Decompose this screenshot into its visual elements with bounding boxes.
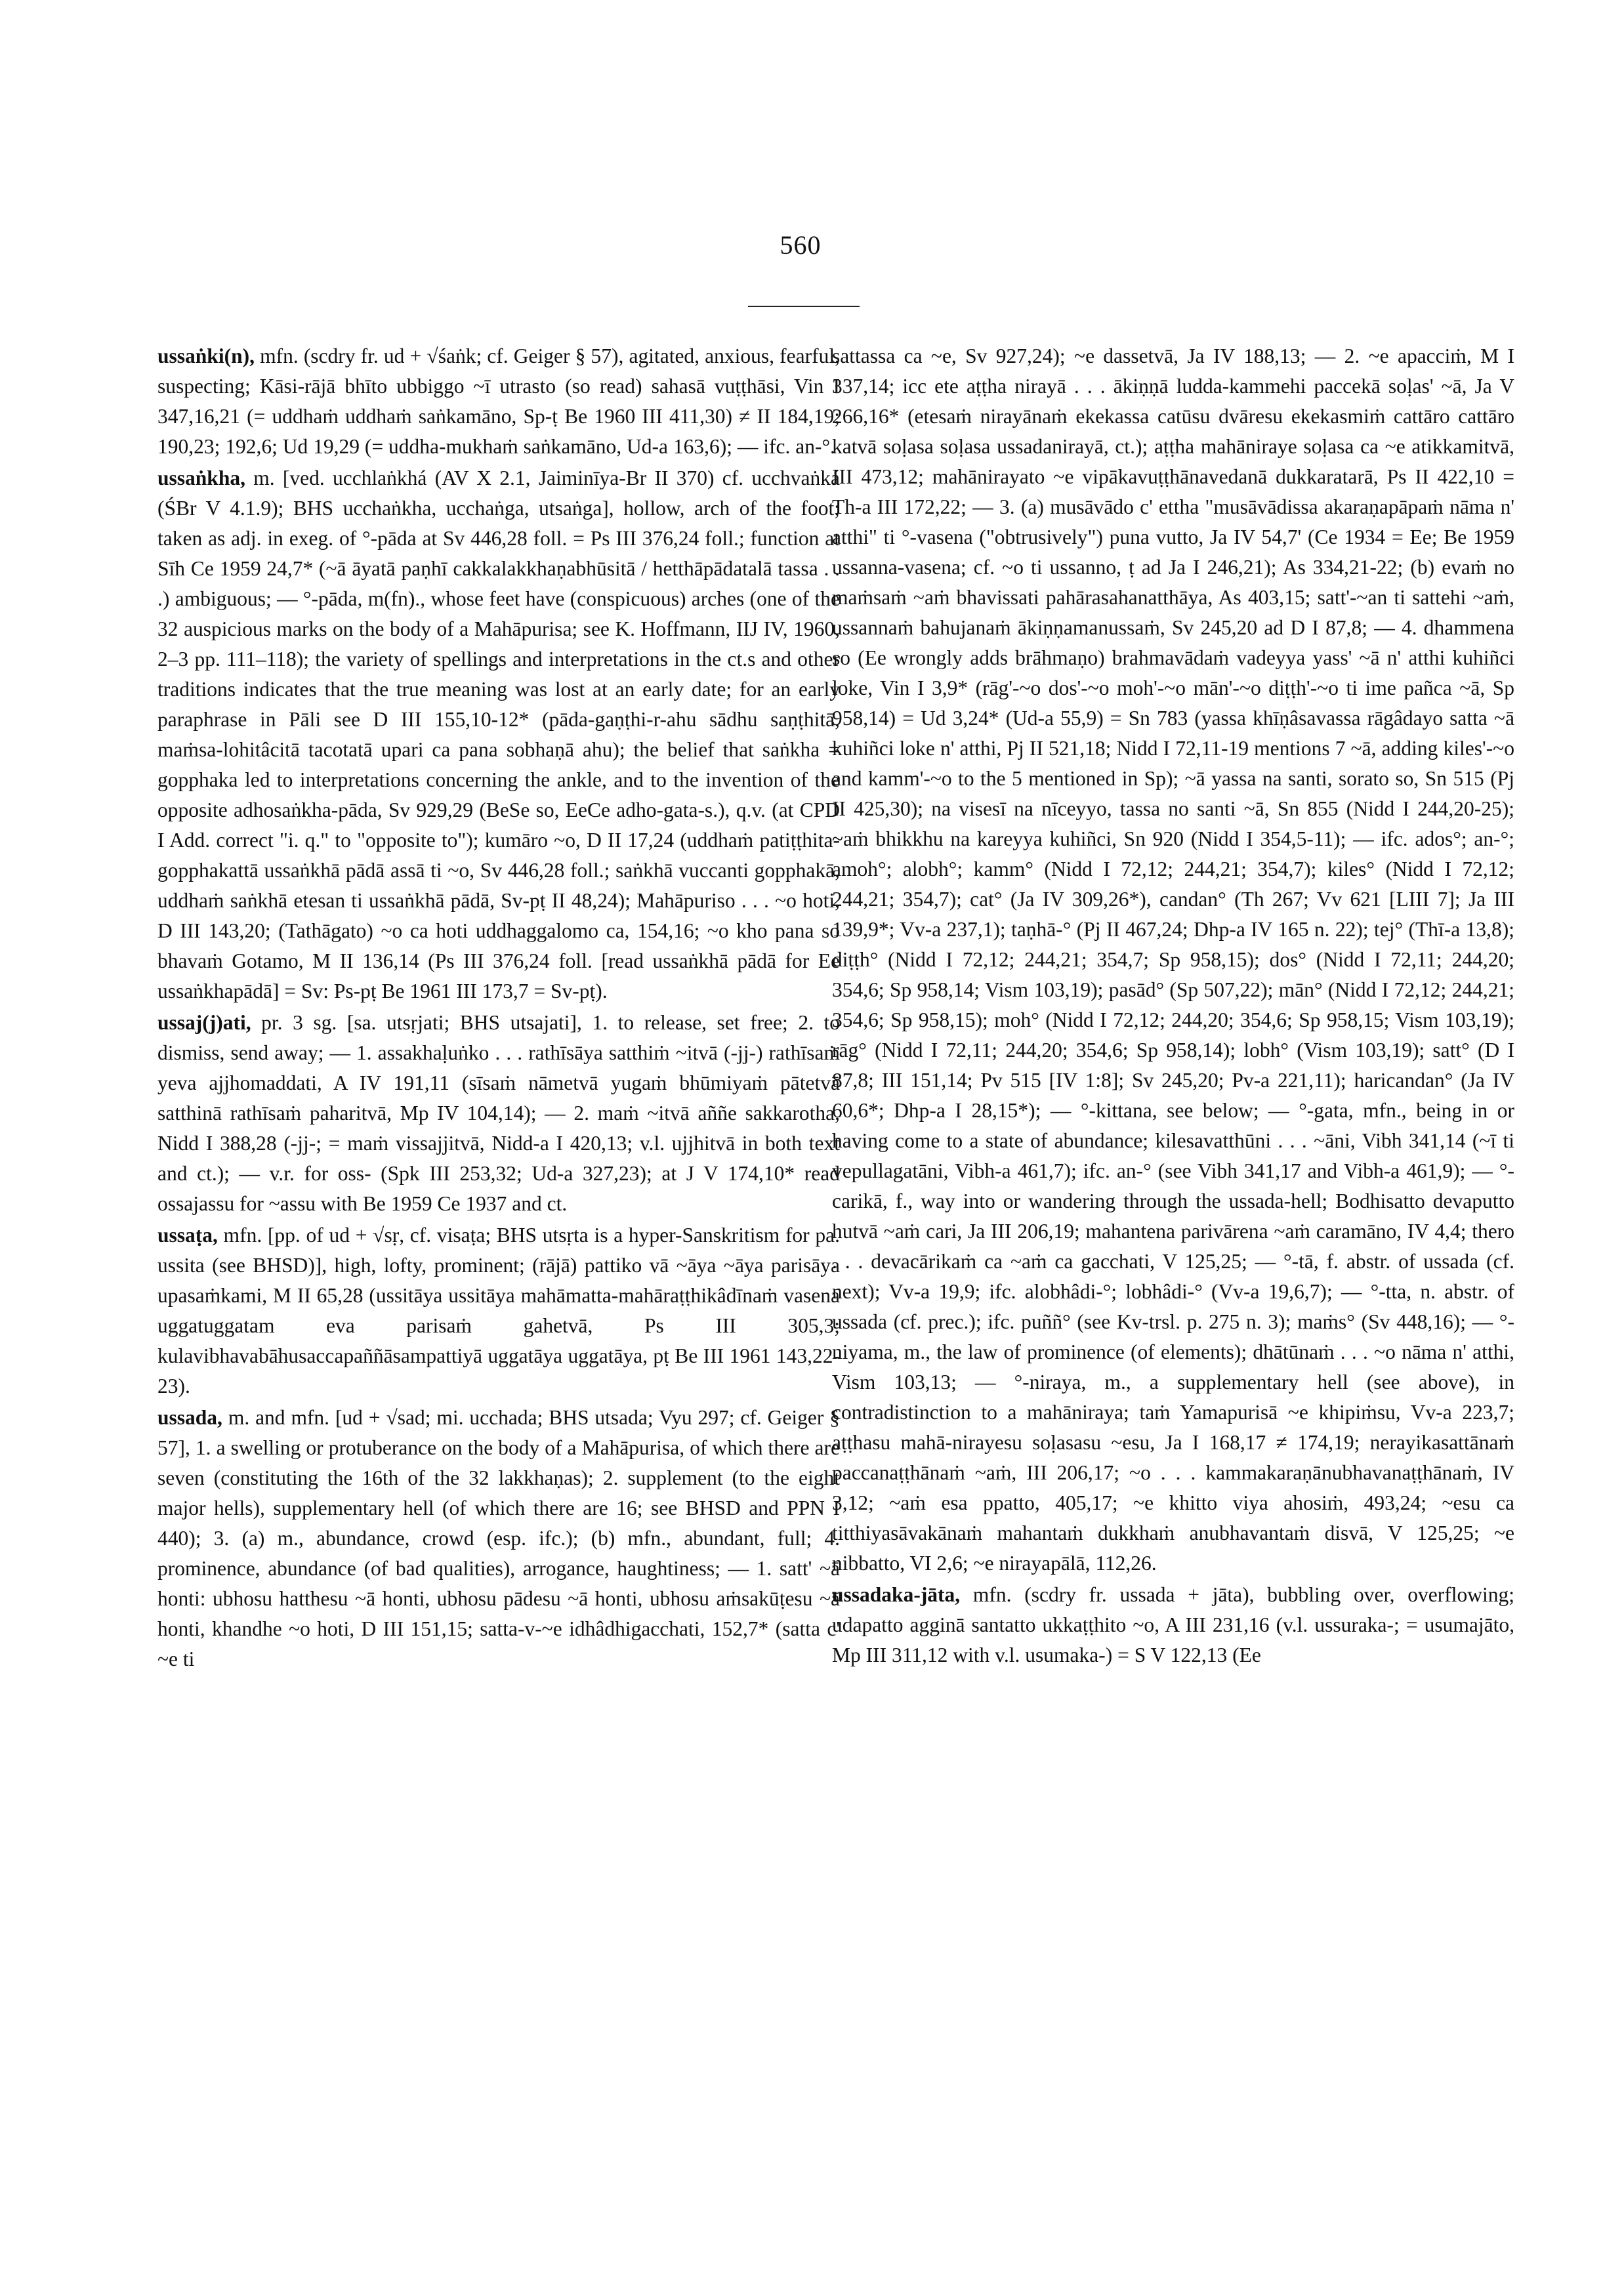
entry-body: mfn. [pp. of ud + √sṛ, cf. visaṭa; BHS utsṛta is a hyper-Sanskritism for pa. ussita (see BHSD)], high, lofty, prominent; (rājā) pattiko vā ~āya ~āya parisāya upasaṁkami, M II 65,28 (ussitāya ussitāya mahāmatta-mahāraṭṭhikâdīnaṁ vasena uggatuggatam eva parisaṁ gahetvā, Ps III 305,3; kulavibhavabāhusaccapaññāsampattiyā uggatāya uggatāya, pṭ Be III 1961 143,22-23). xyxy=(157,1224,840,1397)
entry-headword: ussaṅki(n), xyxy=(157,344,255,367)
dictionary-entry xyxy=(832,1580,1514,1670)
dictionary-entry-continued xyxy=(832,341,1514,1579)
entry-headword: ussaj(j)ati, xyxy=(157,1011,251,1034)
entry-body: m. and mfn. [ud + √sad; mi. ucchada; BHS utsada; Vyu 297; cf. Geiger § 57], 1. a swelling or protuberance on the body of a Mahāpurisa, of which there are seven (constituting the 16th of the 32 lakkhaṇas); 2. supplement (to the eight major hells), supplementary hell (of which there are 16; see BHSD and PPN I 440); 3. (a) m., abundance, crowd (esp. ifc.); (b) mfn., abundant, full; 4. prominence, abundance (of bad qualities), arrogance, haughtiness; — 1. satt' ~ā honti: ubhosu hatthesu ~ā honti, ubhosu pādesu ~ā honti, ubhosu aṁsakūṭesu ~ā honti, khandhe ~o hoti, D III 151,15; satta-v-~e idhâdhigacchati, 152,7* (satta c' ~e ti xyxy=(157,1406,840,1670)
page-number-rule xyxy=(748,306,860,307)
entry-headword: ussadaka-jāta, xyxy=(832,1583,961,1606)
entry-body: mfn. (scdry fr. ud + √śaṅk; cf. Geiger § 57), agitated, anxious, fearful, suspecting; Kāsi-rājā bhīto ubbiggo ~ī utrasto (so read) sahasā vuṭṭhāsi, Vin I 347,16,21 (= uddhaṁ uddhaṁ saṅkamāno, Sp-ṭ Be 1960 III 411,30) ≠ II 184,19; 190,23; 192,6; Ud 19,29 (= uddha-mukhaṁ saṅkamāno, Ud-a 163,6); — ifc. an-°. xyxy=(157,344,840,458)
right-column xyxy=(832,341,1514,1670)
entry-body: mfn. (scdry fr. ussada + jāta), bubbling over, overflowing; udapatto agginā santatto ukkaṭṭhito ~o, A III 231,16 (v.l. ussuraka-; = usumajāto, Mp III 311,12 with v.l. usumaka-) = S V 122,13 (Ee xyxy=(832,1583,1514,1666)
entry-body: sattassa ca ~e, Sv 927,24); ~e dassetvā, Ja IV 188,13; — 2. ~e apacciṁ, M I 337,14; icc ete aṭṭha nirayā . . . ākiṇṇā ludda-kammehi paccekā soḷas' ~ā, Ja V 266,16* (etesaṁ nirayānaṁ ekekassa catūsu dvāresu ekekasmiṁ cattāro cattāro katvā soḷasa soḷasa ussadanirayā, ct.); aṭṭha mahānirayе soḷasa ca ~e atikkamitvā, III 473,12; mahānirayato ~e vipākavuṭṭhānavedanā dukkaratarā, Ps II 422,10 = Th-a III 172,22; — 3. (a) musāvādo c' ettha "musāvādissa akaraṇapāpaṁ nāma n' atthi" ti °-vasena ("obtrusively") puna vutto, Ja IV 54,7' (Ce 1934 = Ee; Be 1959 ussanna-vasena; cf. ~o ti ussanno, ṭ ad Ja I 246,21); As 334,21-22; (b) evaṁ no maṁsaṁ ~aṁ bhavissati pahārasahanatthāya, As 403,15; satt'-~an ti sattehi ~aṁ, ussannaṁ bahujanaṁ ākiṇṇamanussaṁ, Sv 245,20 ad D I 87,8; — 4. dhammena so (Ee wrongly adds brāhmaṇo) brahmavādaṁ vadeyya yass' ~ā n' atthi kuhiñci loke, Vin I 3,9* (rāg'-~o dos'-~o moh'-~o mān'-~o diṭṭh'-~o ti ime pañca ~ā, Sp 958,14) = Ud 3,24* (Ud-a 55,9) = Sn 783 (yassa khīṇâsavassa rāgâdayo satta ~ā kuhiñci loke n' atthi, Pj II 521,18; Nidd I 72,11-19 mentions 7 ~ā, adding kiles'-~o and kamm'-~o to the 5 mentioned in Sp); ~ā yassa na santi, sorato so, Sn 515 (Pj II 425,30); na visesī na nīceyyo, tassa no santi ~ā, Sn 855 (Nidd I 244,20-25); ~aṁ bhikkhu na kareyya kuhiñci, Sn 920 (Nidd I 354,5-11); — ifc. ados°; an-°; amoh°; alobh°; kamm° (Nidd I 72,12; 244,21; 354,7); kiles° (Nidd I 72,12; 244,21; 354,7); cat° (Ja IV 309,26*), candan° (Th 267; Vv 621 [LIII 7]; Ja III 139,9*; Vv-a 237,1); taṇhā-° (Pj II 467,24; Dhp-a IV 165 n. 22); tej° (Thī-a 13,8); diṭṭh° (Nidd I 72,12; 244,21; 354,7; Sp 958,15); dos° (Nidd I 72,11; 244,20; 354,6; Sp 958,14; Vism 103,19); pasād° (Sp 507,22); mān° (Nidd I 72,12; 244,21; 354,6; Sp 958,15); moh° (Nidd I 72,12; 244,20; 354,6; Sp 958,15; Vism 103,19); rāg° (Nidd I 72,11; 244,20; 354,6; Sp 958,14); lobh° (Vism 103,19); satt° (D I 87,8; III 151,14; Pv 515 [IV 1:8]; Sv 245,20; Pv-a 221,11); haricandan° (Ja IV 60,6*; Dhp-a I 28,15*); — °-kittana, see below; — °-gata, mfn., being in or having come to a state of abundance; kilesavatthūni . . . ~āni, Vibh 341,14 (~ī ti vepullagatāni, Vibh-a 461,7); ifc. an-° (see Vibh 341,17 and Vibh-a 461,9); — °-carikā, f., way into or wandering through the ussada-hell; Bodhisatto devaputto hutvā ~aṁ cari, Ja III 206,19; mahantena parivārena ~aṁ caramāno, IV 4,4; thero . . . devacārikaṁ ca ~aṁ ca gacchati, V 125,25; — °-tā, f. abstr. of ussada (cf. next); Vv-a 19,9; ifc. alobhâdi-°; lobhâdi-° (Vv-a 19,6,7); — °-tta, n. abstr. of ussada (cf. prec.); ifc. puññ° (see Kv-trsl. p. 275 n. 3); maṁs° (Sv 448,16); — °-niyama, m., the law of prominence (of elements); dhātūnaṁ . . . ~o nāma n' atthi, Vism 103,13; — °-niraya, m., a supplementary hell (see above), in contradistinction to a mahāniraya; taṁ Yamapurisā ~e khipiṁsu, Vv-a 223,7; aṭṭhasu mahā-nirayesu soḷasasu ~esu, Ja I 168,17 ≠ 174,19; nerayikasattānaṁ paccanaṭṭhānaṁ ~aṁ, III 206,17; ~o . . . kammakaraṇānubhavanaṭṭhānaṁ, IV 3,12; ~aṁ esa ppatto, 405,17; ~e khitto viya ahosiṁ, 493,24; ~esu ca titthiyasāvakānaṁ mahantaṁ dukkhaṁ anubhavantaṁ disvā, V 125,25; ~e nibbatto, VI 2,6; ~e nirayapālā, 112,26. xyxy=(832,344,1514,1575)
dictionary-entry xyxy=(157,341,840,462)
entry-headword: ussada, xyxy=(157,1406,222,1429)
dictionary-entry xyxy=(157,1220,840,1401)
entry-headword: ussaṭa, xyxy=(157,1224,218,1247)
dictionary-entry xyxy=(157,463,840,1006)
entry-headword: ussaṅkha, xyxy=(157,466,245,489)
entry-body: pr. 3 sg. [sa. utsṛjati; BHS utsajati], 1. to release, set free; 2. to dismiss, send away; — 1. assakhaḷuṅko . . . rathīsāya satthiṁ ~itvā (-jj-) rathīsaṁ yeva ajjhomaddati, A IV 191,11 (sīsaṁ nāmetvā yugaṁ bhūmiyaṁ pātetvā satthinā rathīsaṁ paharitvā, Mp IV 104,14); — 2. maṁ ~itvā aññe sakkarotha, Nidd I 388,28 (-jj-; = maṁ vissajjitvā, Nidd-a I 420,13; v.l. ujjhitvā in both text and ct.); — v.r. for oss- (Spk III 253,32; Ud-a 327,23); at J V 174,10* read ossajassu for ~assu with Be 1959 Ce 1937 and ct. xyxy=(157,1011,840,1215)
entry-body: m. [ved. ucchlaṅkhá (AV X 2.1, Jaiminīya-Br II 370) cf. ucchvaṅká (ŚBr V 4.1.9); BHS ucchaṅkha, ucchaṅga, utsaṅga], hollow, arch of the foot; taken as adj. in exeg. of °-pāda at Sv 446,28 foll. = Ps III 376,24 foll.; function at Sīh Ce 1959 24,7* (~ā āyatā paṇhī cakkalakkhaṇabhūsitā / hetthāpādatalā tassa . . .) ambiguous; — °-pāda, m(fn)., whose feet have (conspicuous) arches (one of the 32 auspicious marks on the body of a Mahāpurisa; see K. Hoffmann, IIJ IV, 1960, 2–3 pp. 111–118); the variety of spellings and interpretations in the ct.s and other traditions indicates that the true meaning was lost at an early date; for an early paraphrase in Pāli see D III 155,10-12* (pāda-gaṇṭhi-r-ahu sādhu saṇṭhitā, maṁsa-lohitâcitā tacotatā upari ca pana sobhaṇā ahu); the belief that saṅkha = gopphaka led to interpretations concerning the ankle, and to the invention of the opposite adhosaṅkha-pāda, Sv 929,29 (BeSe so, EeCe adho-gata-s.), q.v. (at CPD I Add. correct "i. q." to "opposite to"); kumāro ~o, D II 17,24 (uddhaṁ patiṭṭhita-gopphakattā ussaṅkhā pādā assā ti ~o, Sv 446,28 foll.; saṅkhā vuccanti gopphakā, uddhaṁ saṅkhā etesan ti ussaṅkhā pādā, Sv-pṭ II 48,24); Mahāpuriso . . . ~o hoti, D III 143,20; (Tathāgato) ~o ca hoti uddhaggalomo ca, 154,16; ~o kho pana so bhavaṁ Gotamo, M II 136,14 (Ps III 376,24 foll. [read ussaṅkhā pādā for Ee ussaṅkhapādā] = Sv: Ps-pṭ Be 1961 III 173,7 = Sv-pṭ). xyxy=(157,466,840,1003)
left-column xyxy=(157,341,840,1674)
dictionary-entry xyxy=(157,1403,840,1674)
page-number: 560 xyxy=(780,230,822,260)
dictionary-entry xyxy=(157,1008,840,1219)
